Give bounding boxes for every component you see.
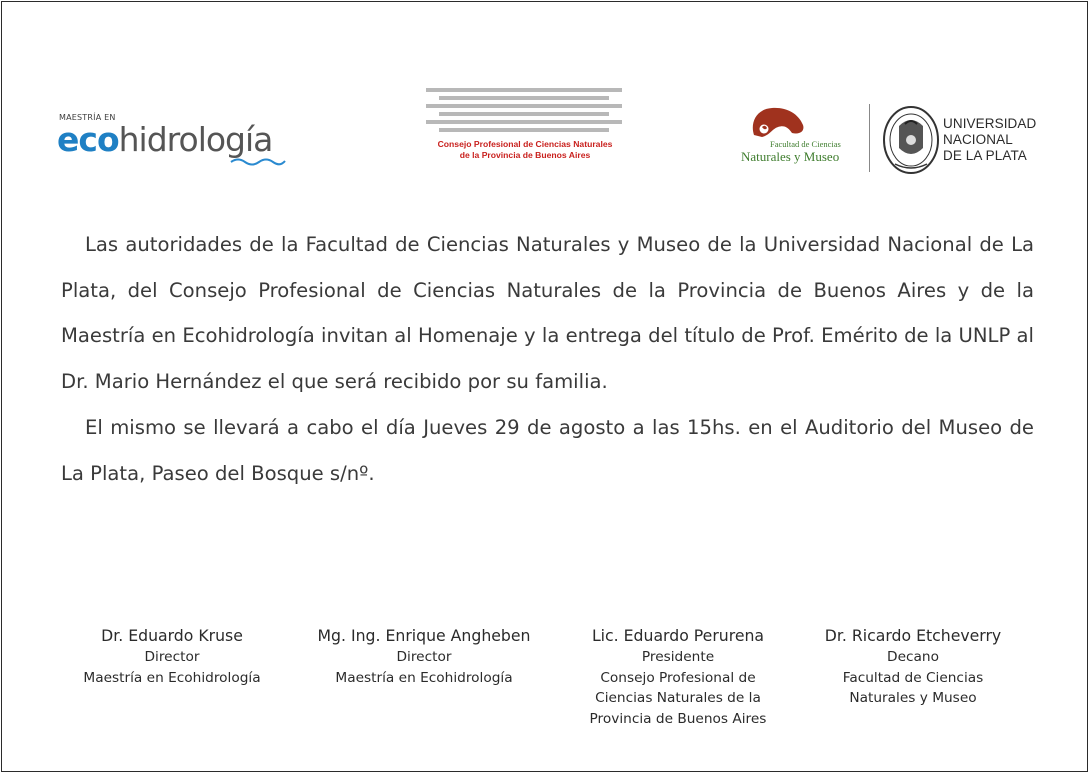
signature-org-line: Consejo Profesional de <box>600 669 756 686</box>
signature-role: Director <box>144 649 200 665</box>
cpcn-logo-stripe <box>439 128 609 132</box>
cpcn-logo-stripe <box>426 104 622 108</box>
fcnym-emblem-icon <box>748 105 808 139</box>
signature-block <box>62 624 282 688</box>
logo-divider <box>869 104 870 172</box>
unlp-logo-line2: NACIONAL <box>943 132 1013 147</box>
signature-org-line: Facultad de Ciencias <box>842 669 984 686</box>
signature-role: Presidente <box>641 649 715 665</box>
cpcn-logo-line1: Consejo Profesional de Ciencias Naturales <box>437 139 613 149</box>
signature-org-line: Maestría en Ecohidrología <box>83 669 261 686</box>
cpcn-logo <box>426 88 624 168</box>
signature-block <box>576 624 780 729</box>
unlp-seal-icon <box>881 104 941 176</box>
invitation-paragraph-1: Las autoridades de la Facultad de Ciencias Naturales y Museo de la Universidad Nacional de La Plata, del Consejo Profesional de Ciencias Naturales de la Provincia de Buenos Aires y de la Maestría en Ecohidrología invitan al Homenaje y la entrega del título de Prof. Emérito de la UNLP al Dr. Mario Hernández el que será recibido por su familia. <box>61 233 1034 394</box>
unlp-logo-line1: UNIVERSIDAD <box>943 116 1037 131</box>
invitation-body <box>61 222 1034 496</box>
signature-org-line: Provincia de Buenos Aires <box>589 710 767 727</box>
cpcn-logo-text <box>426 139 624 161</box>
ecohidrologia-logo-word <box>57 122 272 158</box>
unlp-logo-text <box>943 116 1036 164</box>
signature-name: Lic. Eduardo Perurena <box>591 626 765 645</box>
ecohidrologia-logo <box>57 110 289 180</box>
signature-name: Dr. Eduardo Kruse <box>101 626 243 645</box>
signature-org-line: Naturales y Museo <box>849 690 977 706</box>
invitation-paragraph-2: El mismo se llevará a cabo el día Jueves 29 de agosto a las 15hs. en el Auditorio del Museo de La Plata, Paseo del Bosque s/nº. <box>61 415 1034 485</box>
ecohidrologia-logo-small-text: MAESTRÍA EN <box>59 113 116 122</box>
water-wave-icon <box>229 156 287 166</box>
signature-role: Director <box>396 649 452 665</box>
ecohidrologia-logo-rest: hidrología <box>118 120 273 159</box>
cpcn-logo-stripe <box>426 88 622 92</box>
signature-role: Decano <box>887 649 939 665</box>
signature-block <box>813 624 1013 709</box>
unlp-logo-line3: DE LA PLATA <box>943 148 1027 163</box>
fcnym-logo-line2: Naturales y Museo <box>741 149 840 164</box>
cpcn-logo-stripe <box>439 112 609 116</box>
cpcn-logo-stripe <box>439 96 609 100</box>
unlp-logo <box>878 100 1042 182</box>
signature-org-line: Ciencias Naturales de la <box>595 690 761 706</box>
signature-name: Dr. Ricardo Etcheverry <box>824 626 1002 645</box>
fcnym-logo-line1: Facultad de Ciencias <box>770 139 841 149</box>
ecohidrologia-logo-eco: eco <box>57 120 119 159</box>
fcnym-logo <box>738 103 866 167</box>
signature-name: Mg. Ing. Enrique Angheben <box>317 626 531 645</box>
cpcn-logo-stripe <box>426 120 622 124</box>
signature-org-line: Maestría en Ecohidrología <box>335 669 513 686</box>
cpcn-logo-line2: de la Provincia de Buenos Aires <box>459 150 591 160</box>
signature-block <box>304 624 544 688</box>
